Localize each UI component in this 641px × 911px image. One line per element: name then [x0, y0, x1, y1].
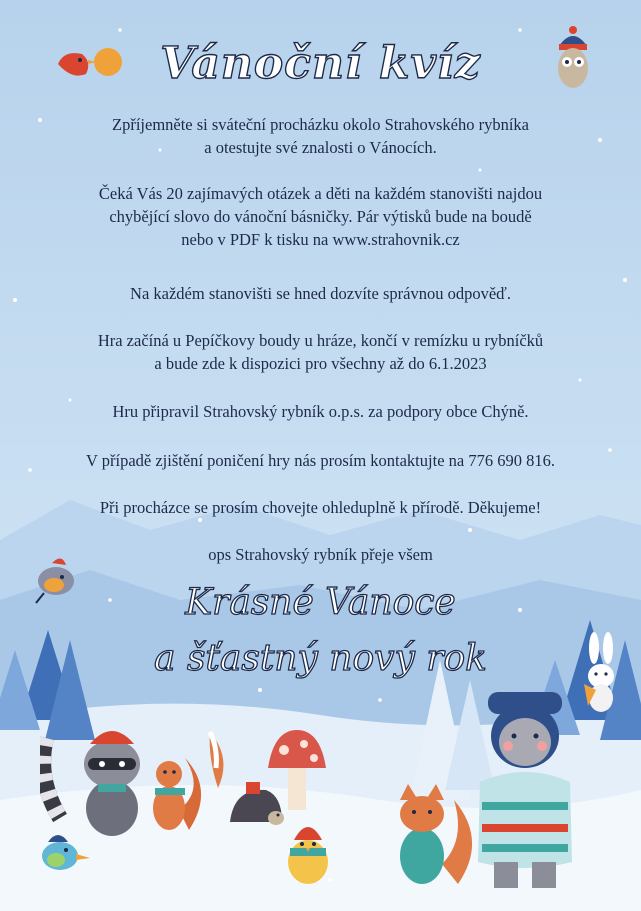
raccoon-icon	[40, 718, 150, 838]
intro-line-1: Zpříjemněte si sváteční procházku okolo Strahovského rybníka	[112, 115, 529, 134]
behaviour-text: Při procházce se prosím chovejte ohleduplně k přírodě. Děkujeme!	[99, 498, 542, 517]
fox-icon	[388, 780, 478, 888]
mushroom-icon	[264, 728, 330, 810]
wishes-intro-text: ops Strahovský rybník přeje všem	[208, 545, 433, 564]
questions-line-3: nebo v PDF k tisku na www.strahovnik.cz	[181, 230, 460, 249]
page-title: Vánoční kvíz	[160, 38, 481, 89]
chick-icon	[280, 818, 336, 888]
start-line-2: a bude zde k dispozici pro všechny až do 6.1.2023	[154, 354, 487, 373]
intro-line-2: a otestujte své znalosti o Vánocích.	[204, 138, 437, 157]
bird-icon	[34, 828, 94, 876]
intro-text	[30, 113, 611, 159]
damage-contact-text: V případě zjištění poničení hry nás prosím kontaktujte na 776 690 816.	[86, 451, 555, 470]
organizer-text: Hru připravil Strahovský rybník o.p.s. za podpory obce Chýně.	[112, 402, 529, 421]
answers-text: Na každém stanovišti se hned dozvíte správnou odpověď.	[130, 284, 511, 303]
greeting-line-1: Krásné Vánoce	[185, 582, 456, 623]
greeting-line-2: a šťastný nový rok	[154, 638, 487, 679]
questions-line-2: chybějící slovo do vánoční básničky. Pár výtisků bude na boudě	[109, 207, 532, 226]
bear-icon	[472, 692, 578, 888]
questions-line-1: Čeká Vás 20 zajímavých otázek a děti na každém stanovišti najdou	[98, 184, 543, 203]
start-text	[30, 329, 611, 375]
start-line-1: Hra začíná u Pepíčkovy boudy u hráze, končí v remízku u rybníčků	[97, 331, 544, 350]
questions-text	[30, 182, 611, 251]
